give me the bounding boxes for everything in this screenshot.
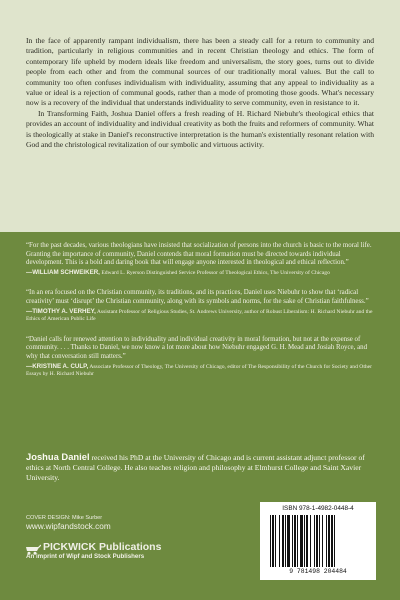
publisher-credits [26, 514, 256, 561]
cart-icon [26, 542, 41, 553]
publisher-website: www.wipfandstock.com [26, 522, 111, 531]
barcode-bar [297, 515, 298, 567]
barcode-bar [282, 515, 284, 567]
endorsement [26, 336, 374, 379]
endorsement [26, 289, 374, 323]
barcode-bar [306, 515, 308, 567]
endorsement-quote: “For the past decades, various theologians have insisted that socialization of persons into the church is basic to the moral life. Granting the importance of community, Daniel contends that moral formation must be directed towards individual development. This is a bold and daring book that will engage anyone interested in theological and ethical reflection.” [26, 242, 372, 267]
barcode-bar [275, 515, 276, 567]
description-panel [0, 0, 400, 232]
author-bio [26, 452, 374, 483]
description-text [26, 36, 374, 150]
barcode-bar [300, 515, 303, 567]
publisher-imprint: An imprint of Wipf and Stock Publishers [26, 553, 145, 560]
endorser-affiliation: Associate Professor of Theology, The University of Chicago, editor of The Responsibility of the Church for Society and Other Essays by H. Richard Niebuhr [26, 363, 373, 378]
barcode-bar [287, 515, 290, 567]
barcode-bar [272, 515, 274, 567]
barcode-bar [294, 515, 296, 567]
barcode-bar [310, 515, 311, 567]
barcode-bar [319, 515, 320, 567]
barcode [260, 502, 376, 580]
endorsement [26, 242, 374, 277]
barcode-bar [285, 515, 286, 567]
publisher-logo [26, 541, 256, 553]
endorser-affiliation: Assistant Professor of Religious Studies, St. Andrews University, author of Robust Liberalism: H. Richard Niebuhr and the Ethics of American Public Life [26, 308, 373, 323]
barcode-bar [331, 515, 333, 567]
endorser-name: —WILLIAM SCHWEIKER, [26, 268, 100, 276]
barcode-bar [304, 515, 305, 567]
barcode-bar [270, 515, 271, 567]
publisher-name: PICKWICK Publications [43, 541, 162, 553]
endorsements [26, 242, 374, 391]
barcode-bar [279, 515, 280, 567]
barcode-bar [292, 515, 293, 567]
description-paragraph: In Transforming Faith, Joshua Daniel offers a fresh reading of H. Richard Niebuhr's theological ethics that provides an account of individuality and individual creativity as both the fruits and reformers of community. What is theologically at stake in Daniel's reconstructive interpretation is the human's existentially resonant relation with God and the christological revitalization of our symbolic and virtuous activity. [26, 108, 374, 150]
endorsement-attribution [26, 308, 374, 324]
endorsement-quote: “In an era focused on the Christian community, its traditions, and its practices, Daniel uses Niebuhr to show that ‘radical creativity’ must ‘disrupt’ the Christian community, along with its symbols and norms, for the sake of Christian faithfulness.” [26, 289, 369, 305]
barcode-bar [314, 515, 315, 567]
barcode-bar [326, 515, 327, 567]
endorsement-attribution [26, 363, 374, 379]
barcode-digits: 9 781498 204484 [289, 568, 347, 575]
author-bio-text: received his PhD at the University of Chicago and is current assistant adjunct professor of ethics at North Central College. He also teaches religion and philosophy at Elmhurst College and Saint Xavier University. [26, 453, 365, 482]
barcode-bar [328, 515, 330, 567]
cover-design-credit: COVER DESIGN: Mike Surber [26, 515, 103, 521]
barcode-bar [334, 515, 335, 567]
isbn-label: ISBN 978-1-4982-0448-4 [282, 505, 354, 512]
description-paragraph: In the face of apparently rampant individualism, there has been a steady call for a return to community and tradition, particularly in religious communities and in recent Christian theology and ethics. The form of contemporary life upheld by modern ideals like freedom and universalism, the story goes, turns out to divide people from each other and from the communal sources of our traditionally moral values. But the call to community too often confuses individualism with individuality, assuming that any appeal to individuality as a value or ideal is a rejection of communal goods, rather than a mode of promoting those goods. What's necessary now is a recovery of the individual that understands individuality to serve community, even in resistance to it. [26, 36, 374, 108]
barcode-bar [316, 515, 318, 567]
endorsement-quote: “Daniel calls for renewed attention to individuality and individual creativity in moral formation, but not at the expense of community. . . . Thanks to Daniel, we now know a lot more about how Niebuhr engaged G. H. Mead and Josiah Royce, and why that conversation still matters.” [26, 335, 368, 360]
author-name: Joshua Daniel [26, 451, 90, 462]
endorser-name: —KRISTINE A. CULP, [26, 362, 89, 370]
barcode-bars [268, 515, 368, 567]
endorsement-attribution [26, 269, 374, 278]
barcode-bar [322, 515, 323, 567]
endorser-name: —TIMOTHY A. VERHEY, [26, 307, 96, 315]
endorser-affiliation: Edward L. Ryerson Distinguished Service Professor of Theological Ethics, The University of Chicago [101, 269, 330, 276]
